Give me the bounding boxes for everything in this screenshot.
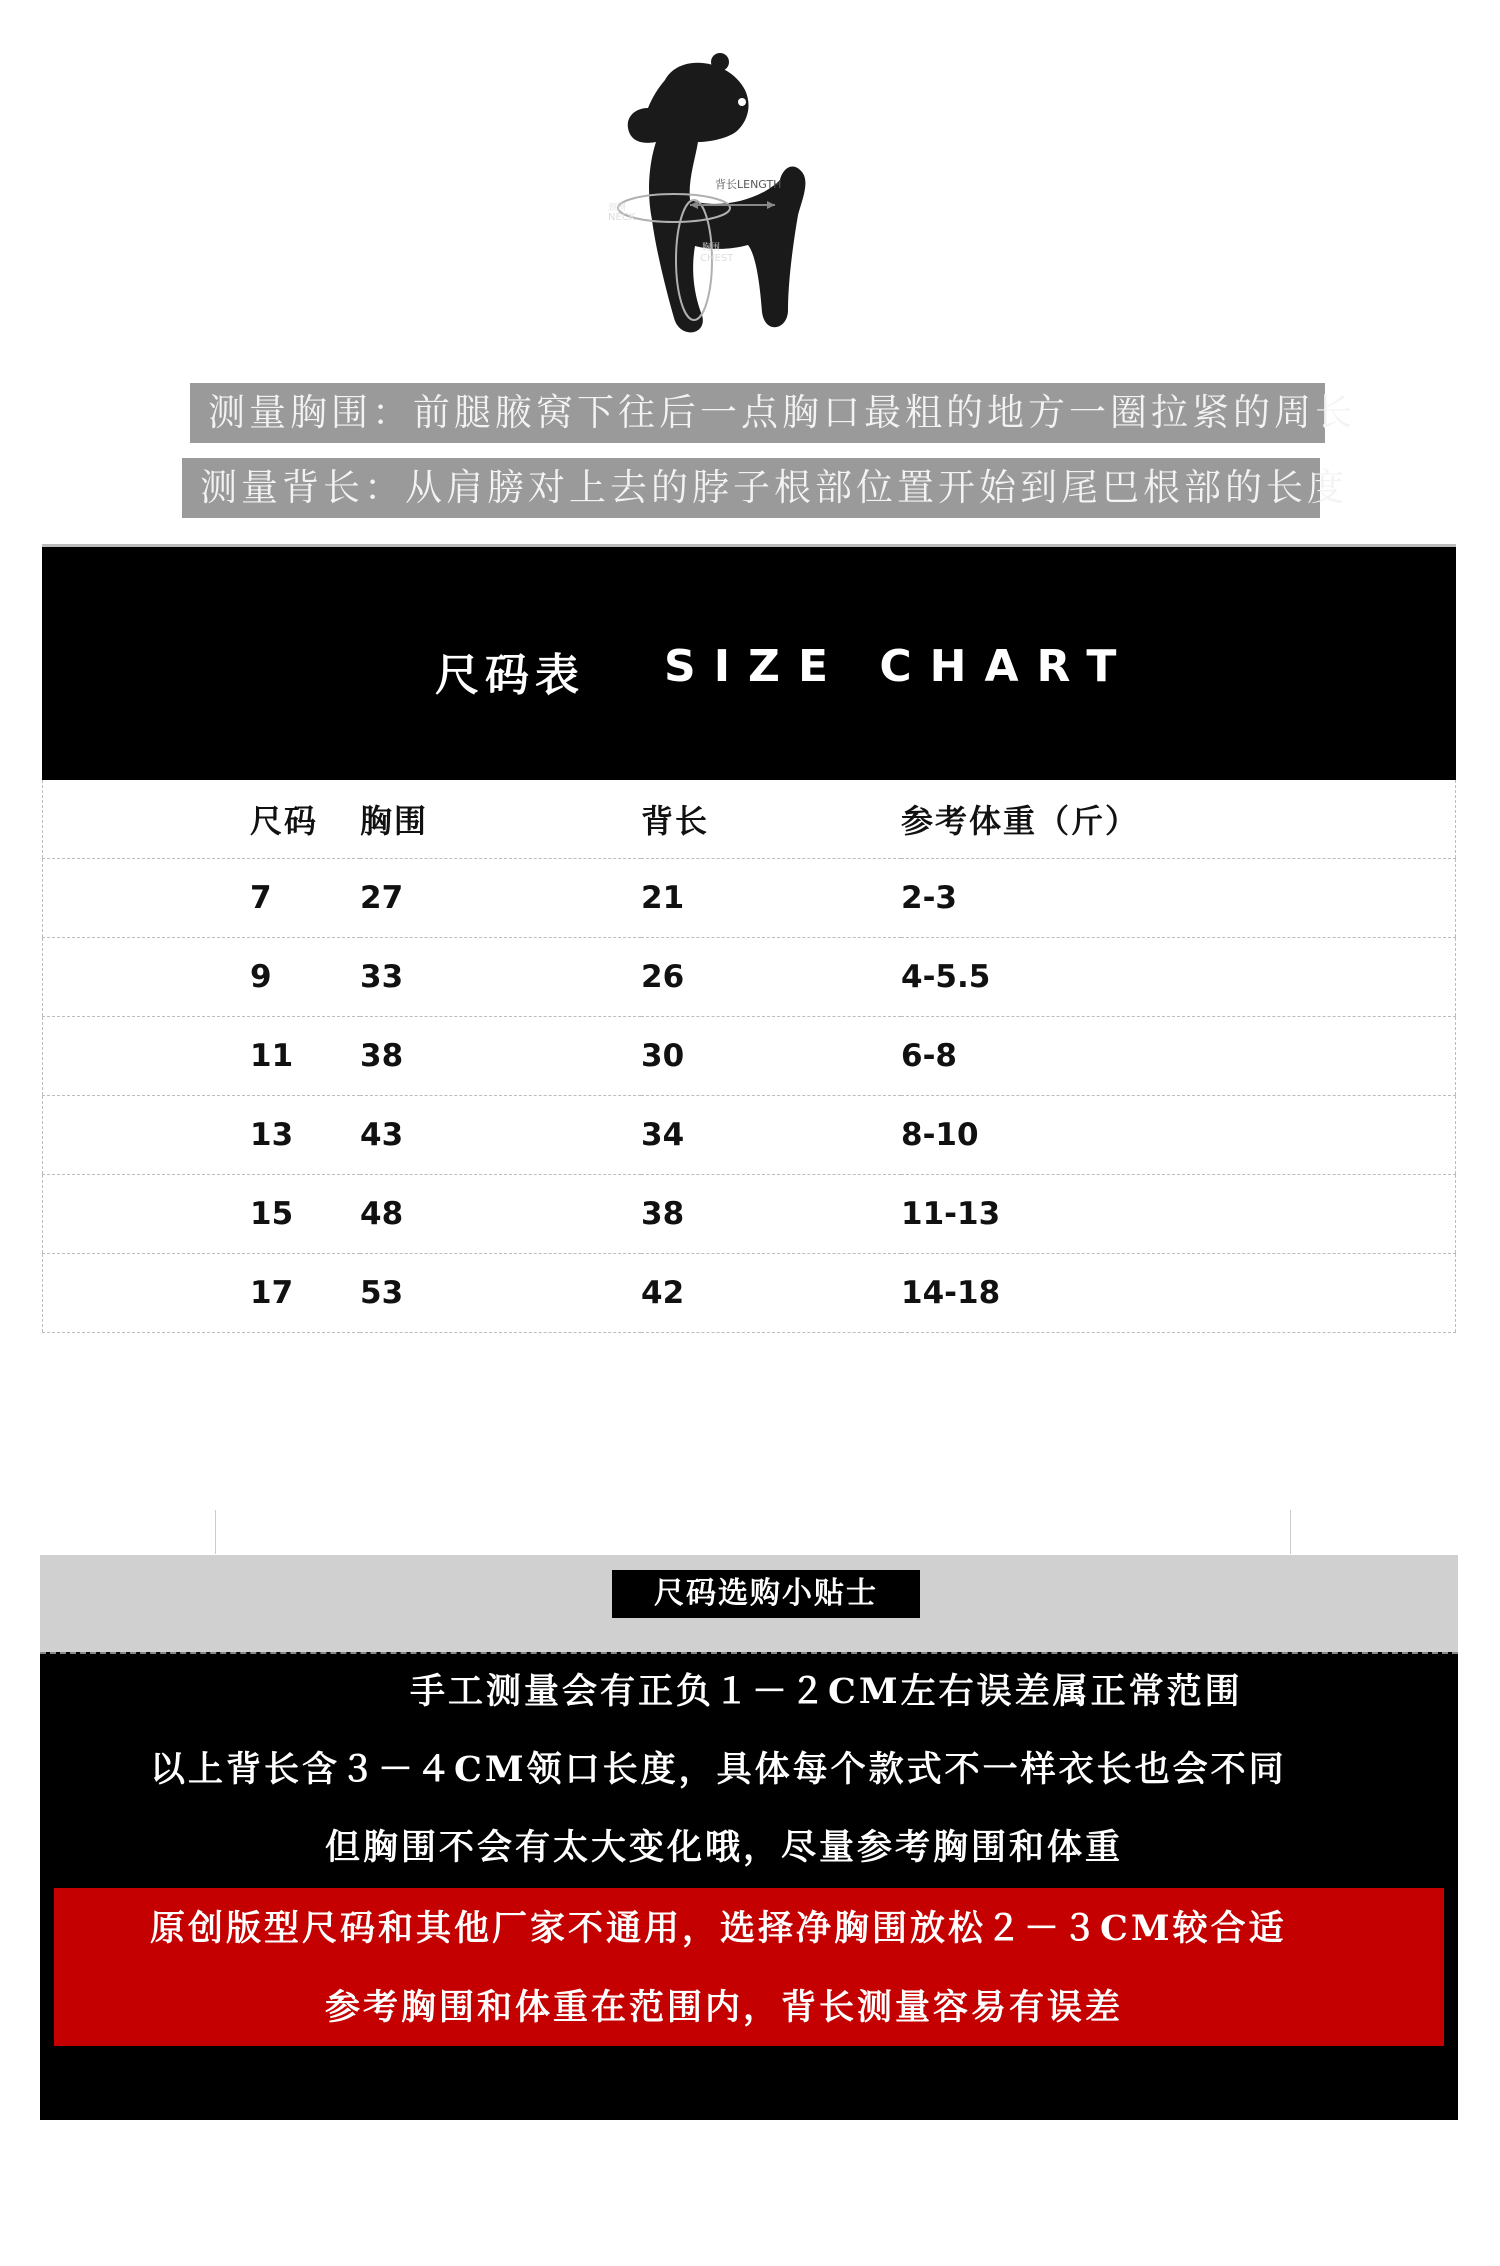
header-size: 尺码	[43, 780, 361, 859]
cell-chest: 33	[360, 938, 641, 1017]
cell-chest: 48	[360, 1175, 641, 1254]
cell-back-length: 26	[641, 938, 901, 1017]
cell-weight: 2-3	[901, 859, 1456, 938]
tip-line-1: 手工测量会有正负１－２CM左右误差属正常范围	[410, 1671, 1243, 1712]
back-measurement-note: 测量背长：从肩膀对上去的脖子根部位置开始到尾巴根部的长度	[182, 458, 1320, 518]
cell-size: 7	[43, 859, 361, 938]
cell-size: 11	[43, 1017, 361, 1096]
size-chart-title-en: SIZE CHART	[664, 641, 1135, 692]
header-weight: 参考体重（斤）	[901, 780, 1456, 859]
cell-back-length: 30	[641, 1017, 901, 1096]
cell-back-length: 38	[641, 1175, 901, 1254]
cell-chest: 43	[360, 1096, 641, 1175]
neck-label-en: NECK	[608, 212, 636, 223]
divider-tick-left	[215, 1510, 216, 1554]
table-row	[43, 859, 1456, 938]
cell-weight: 14-18	[901, 1254, 1456, 1333]
cell-weight: 6-8	[901, 1017, 1456, 1096]
cell-back-length: 21	[641, 859, 901, 938]
table-row	[43, 1254, 1456, 1333]
tip-line-4: 原创版型尺码和其他厂家不通用，选择净胸围放松２－３CM较合适	[150, 1908, 1287, 1949]
size-chart-title-cn: 尺码表	[435, 650, 585, 701]
dog-measurement-illustration	[570, 50, 850, 350]
table-header-row	[43, 780, 1456, 859]
cell-back-length: 34	[641, 1096, 901, 1175]
chest-measurement-note: 测量胸围：前腿腋窝下往后一点胸口最粗的地方一圈拉紧的周长	[190, 383, 1325, 443]
cell-size: 9	[43, 938, 361, 1017]
cell-size: 13	[43, 1096, 361, 1175]
tips-title: 尺码选购小贴士	[612, 1570, 920, 1618]
divider-tick-right	[1290, 1510, 1291, 1554]
cell-size: 15	[43, 1175, 361, 1254]
cell-chest: 38	[360, 1017, 641, 1096]
tip-line-5: 参考胸围和体重在范围内，背长测量容易有误差	[325, 1987, 1124, 2028]
table-row	[43, 1096, 1456, 1175]
tip-line-3: 但胸围不会有太大变化哦，尽量参考胸围和体重	[325, 1827, 1124, 1868]
cell-weight: 8-10	[901, 1096, 1456, 1175]
header-back-length: 背长	[641, 780, 901, 859]
neck-label-cn: 颈围	[608, 203, 627, 213]
chest-label-cn: 胸围	[702, 243, 721, 253]
header-chest: 胸围	[360, 780, 641, 859]
table-row	[43, 1017, 1456, 1096]
size-table	[42, 780, 1456, 1333]
table-row	[43, 938, 1456, 1017]
back-length-label: 背长LENGTH	[715, 178, 782, 191]
tips-box	[40, 1652, 1458, 2120]
cell-chest: 27	[360, 859, 641, 938]
table-row	[43, 1175, 1456, 1254]
cell-weight: 4-5.5	[901, 938, 1456, 1017]
cell-weight: 11-13	[901, 1175, 1456, 1254]
size-chart-header	[42, 544, 1456, 780]
cell-chest: 53	[360, 1254, 641, 1333]
tip-line-2: 以上背长含３－４CM领口长度，具体每个款式不一样衣长也会不同	[150, 1749, 1287, 1790]
cell-size: 17	[43, 1254, 361, 1333]
cell-back-length: 42	[641, 1254, 901, 1333]
chest-label-en: CHEST	[700, 253, 734, 264]
